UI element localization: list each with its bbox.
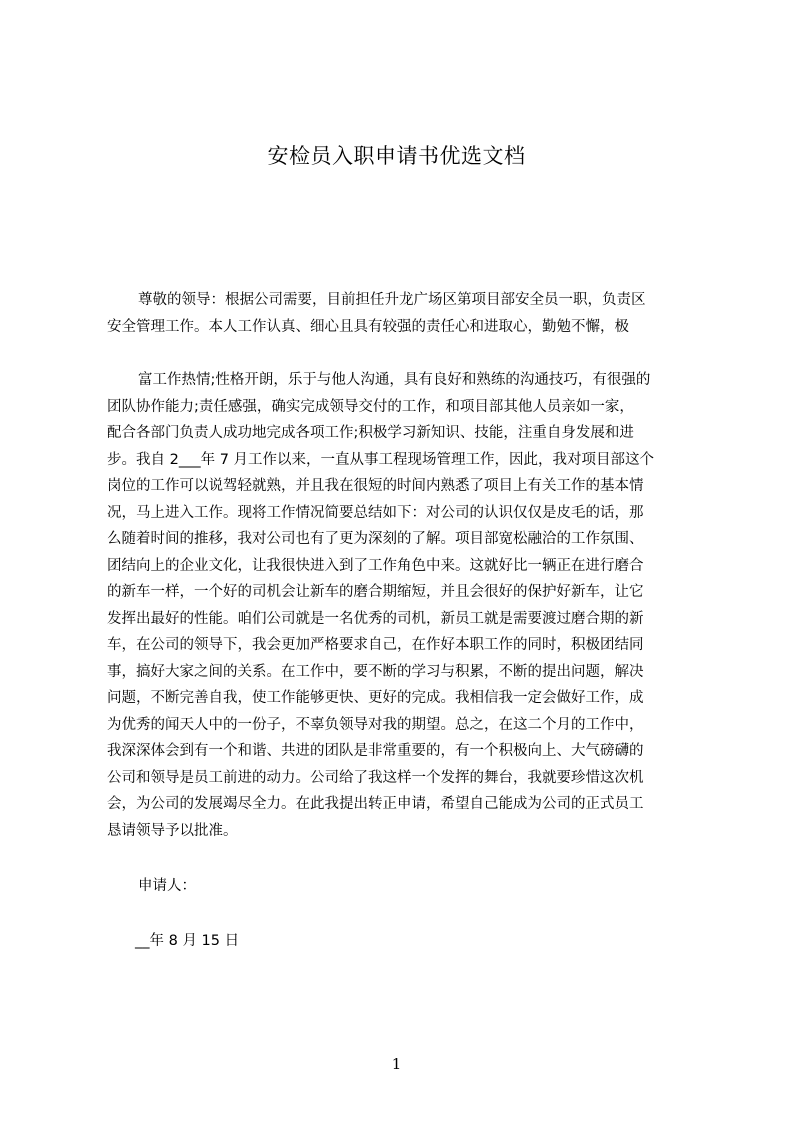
applicant-label: 申请人： bbox=[138, 878, 196, 894]
paragraph-line: 么随着时间的推移，我对公司也有了更为深刻的了解。项目部宽松融洽的工作氛围、 bbox=[107, 531, 644, 547]
paragraph-line: 公司和领导是员工前进的动力。公司给了我这样一个发挥的舞台，我就要珍惜这次机 bbox=[107, 769, 644, 786]
paragraph-line: 车，在公司的领导下，我会更加严格要求自己，在作好本职工作的同时，积极团结同 bbox=[107, 637, 644, 653]
paragraph-line: 为优秀的闻天人中的一份子，不辜负领导对我的期望。总之，在这二个月的工作中， bbox=[107, 716, 644, 733]
paragraph-line: 的新车一样，一个好的司机会让新车的磨合期缩短，并且会很好的保护好新车，让它 bbox=[107, 584, 644, 600]
paragraph-line: 配合各部门负责人成功地完成各项工作;积极学习新知识、技能，注重自身发展和进 bbox=[107, 425, 634, 441]
paragraph-line: 况，马上进入工作。现将工作情况简要总结如下：对公司的认识仅仅是皮毛的话，那 bbox=[107, 504, 644, 521]
page-number: 1 bbox=[391, 1055, 402, 1073]
paragraph-line: 团队协作能力;责任感强，确实完成领导交付的工作，和项目部其他人员亲如一家， bbox=[107, 398, 634, 415]
paragraph-main bbox=[107, 367, 710, 844]
paragraph-line: 尊敬的领导：根据公司需要，目前担任升龙广场区第项目部安全员一职，负责区 bbox=[138, 292, 646, 308]
paragraph-line: 步。我自 2___年 7 月工作以来，一直从事工程现场管理工作，因此，我对项目部这个 bbox=[107, 451, 655, 468]
paragraph-line: 恳请领导予以批准。 bbox=[107, 822, 238, 839]
paragraph-line: 富工作热情;性格开朗，乐于与他人沟通，具有良好和熟练的沟通技巧，有很强的 bbox=[138, 372, 651, 388]
paragraph-line: 事，搞好大家之间的关系。在工作中，要不断的学习与积累，不断的提出问题，解决 bbox=[107, 663, 644, 680]
paragraph-line: 问题，不断完善自我，使工作能够更快、更好的完成。我相信我一定会做好工作，成 bbox=[107, 690, 644, 706]
paragraph-line: 安全管理工作。本人工作认真、细心且具有较强的责任心和进取心，勤勉不懈，极 bbox=[107, 318, 629, 335]
document-title: 安检员入职申请书优选文档 bbox=[267, 144, 526, 168]
paragraph-line: 会，为公司的发展竭尽全力。在此我提出转正申请，希望自己能成为公司的正式员工 bbox=[107, 796, 644, 812]
paragraph-line: 发挥出最好的性能。咱们公司就是一名优秀的司机，新员工就是需要渡过磨合期的新 bbox=[107, 610, 644, 627]
paragraph-greeting bbox=[107, 287, 710, 340]
signature-date: __年 8 月 15 日 bbox=[135, 933, 240, 949]
paragraph-line: 岗位的工作可以说驾轻就熟，并且我在很短的时间内熟悉了项目上有关工作的基本情 bbox=[107, 478, 644, 494]
paragraph-line: 我深深体会到有一个和谐、共进的团队是非常重要的，有一个积极向上、大气磅礴的 bbox=[107, 743, 644, 759]
paragraph-line: 团结向上的企业文化，让我很快进入到了工作角色中来。这就好比一辆正在进行磨合 bbox=[107, 557, 644, 574]
